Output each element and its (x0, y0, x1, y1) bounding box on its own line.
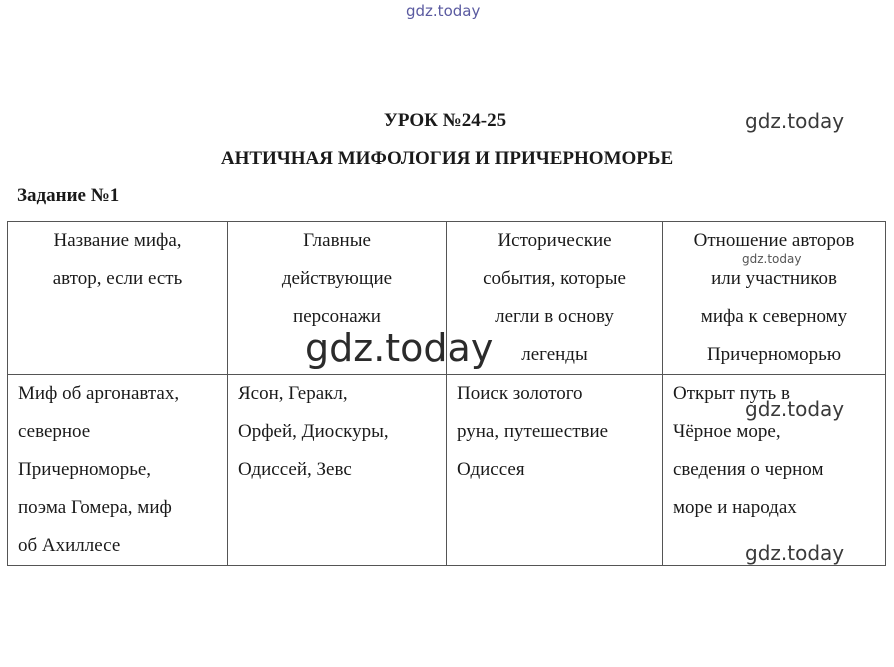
header-main-characters: Главные действующие персонажи (228, 222, 447, 375)
watermark-small: gdz.today (742, 252, 802, 266)
header-attitude: Отношение авторов или участников мифа к северному Причерноморью (663, 222, 886, 375)
header-myth-name: Название мифа, автор, если есть (8, 222, 228, 375)
cell-historical-events: Поиск золотого руна, путешествие Одиссея (447, 375, 663, 566)
watermark-top: gdz.today (406, 2, 481, 20)
cell-attitude: Открыт путь в Чёрное море, сведения о черном море и народах (663, 375, 886, 566)
lesson-topic: АНТИЧНАЯ МИФОЛОГИЯ И ПРИЧЕРНОМОРЬЕ (220, 148, 674, 169)
lesson-title: УРОК №24-25 (383, 110, 507, 131)
cell-myth-name: Миф об аргонавтах, северное Причерноморье, поэма Гомера, миф об Ахиллесе (8, 375, 228, 566)
watermark: gdz.today (745, 397, 845, 421)
header-historical-events: Исторические события, которые легли в основу легенды (447, 222, 663, 375)
watermark-large: gdz.today (305, 326, 494, 370)
watermark: gdz.today (745, 541, 845, 565)
task-heading: Задание №1 (17, 185, 120, 206)
cell-main-characters: Ясон, Геракл, Орфей, Диоскуры, Одиссей, Зевс (228, 375, 447, 566)
watermark: gdz.today (745, 109, 845, 133)
myth-table (7, 221, 886, 566)
